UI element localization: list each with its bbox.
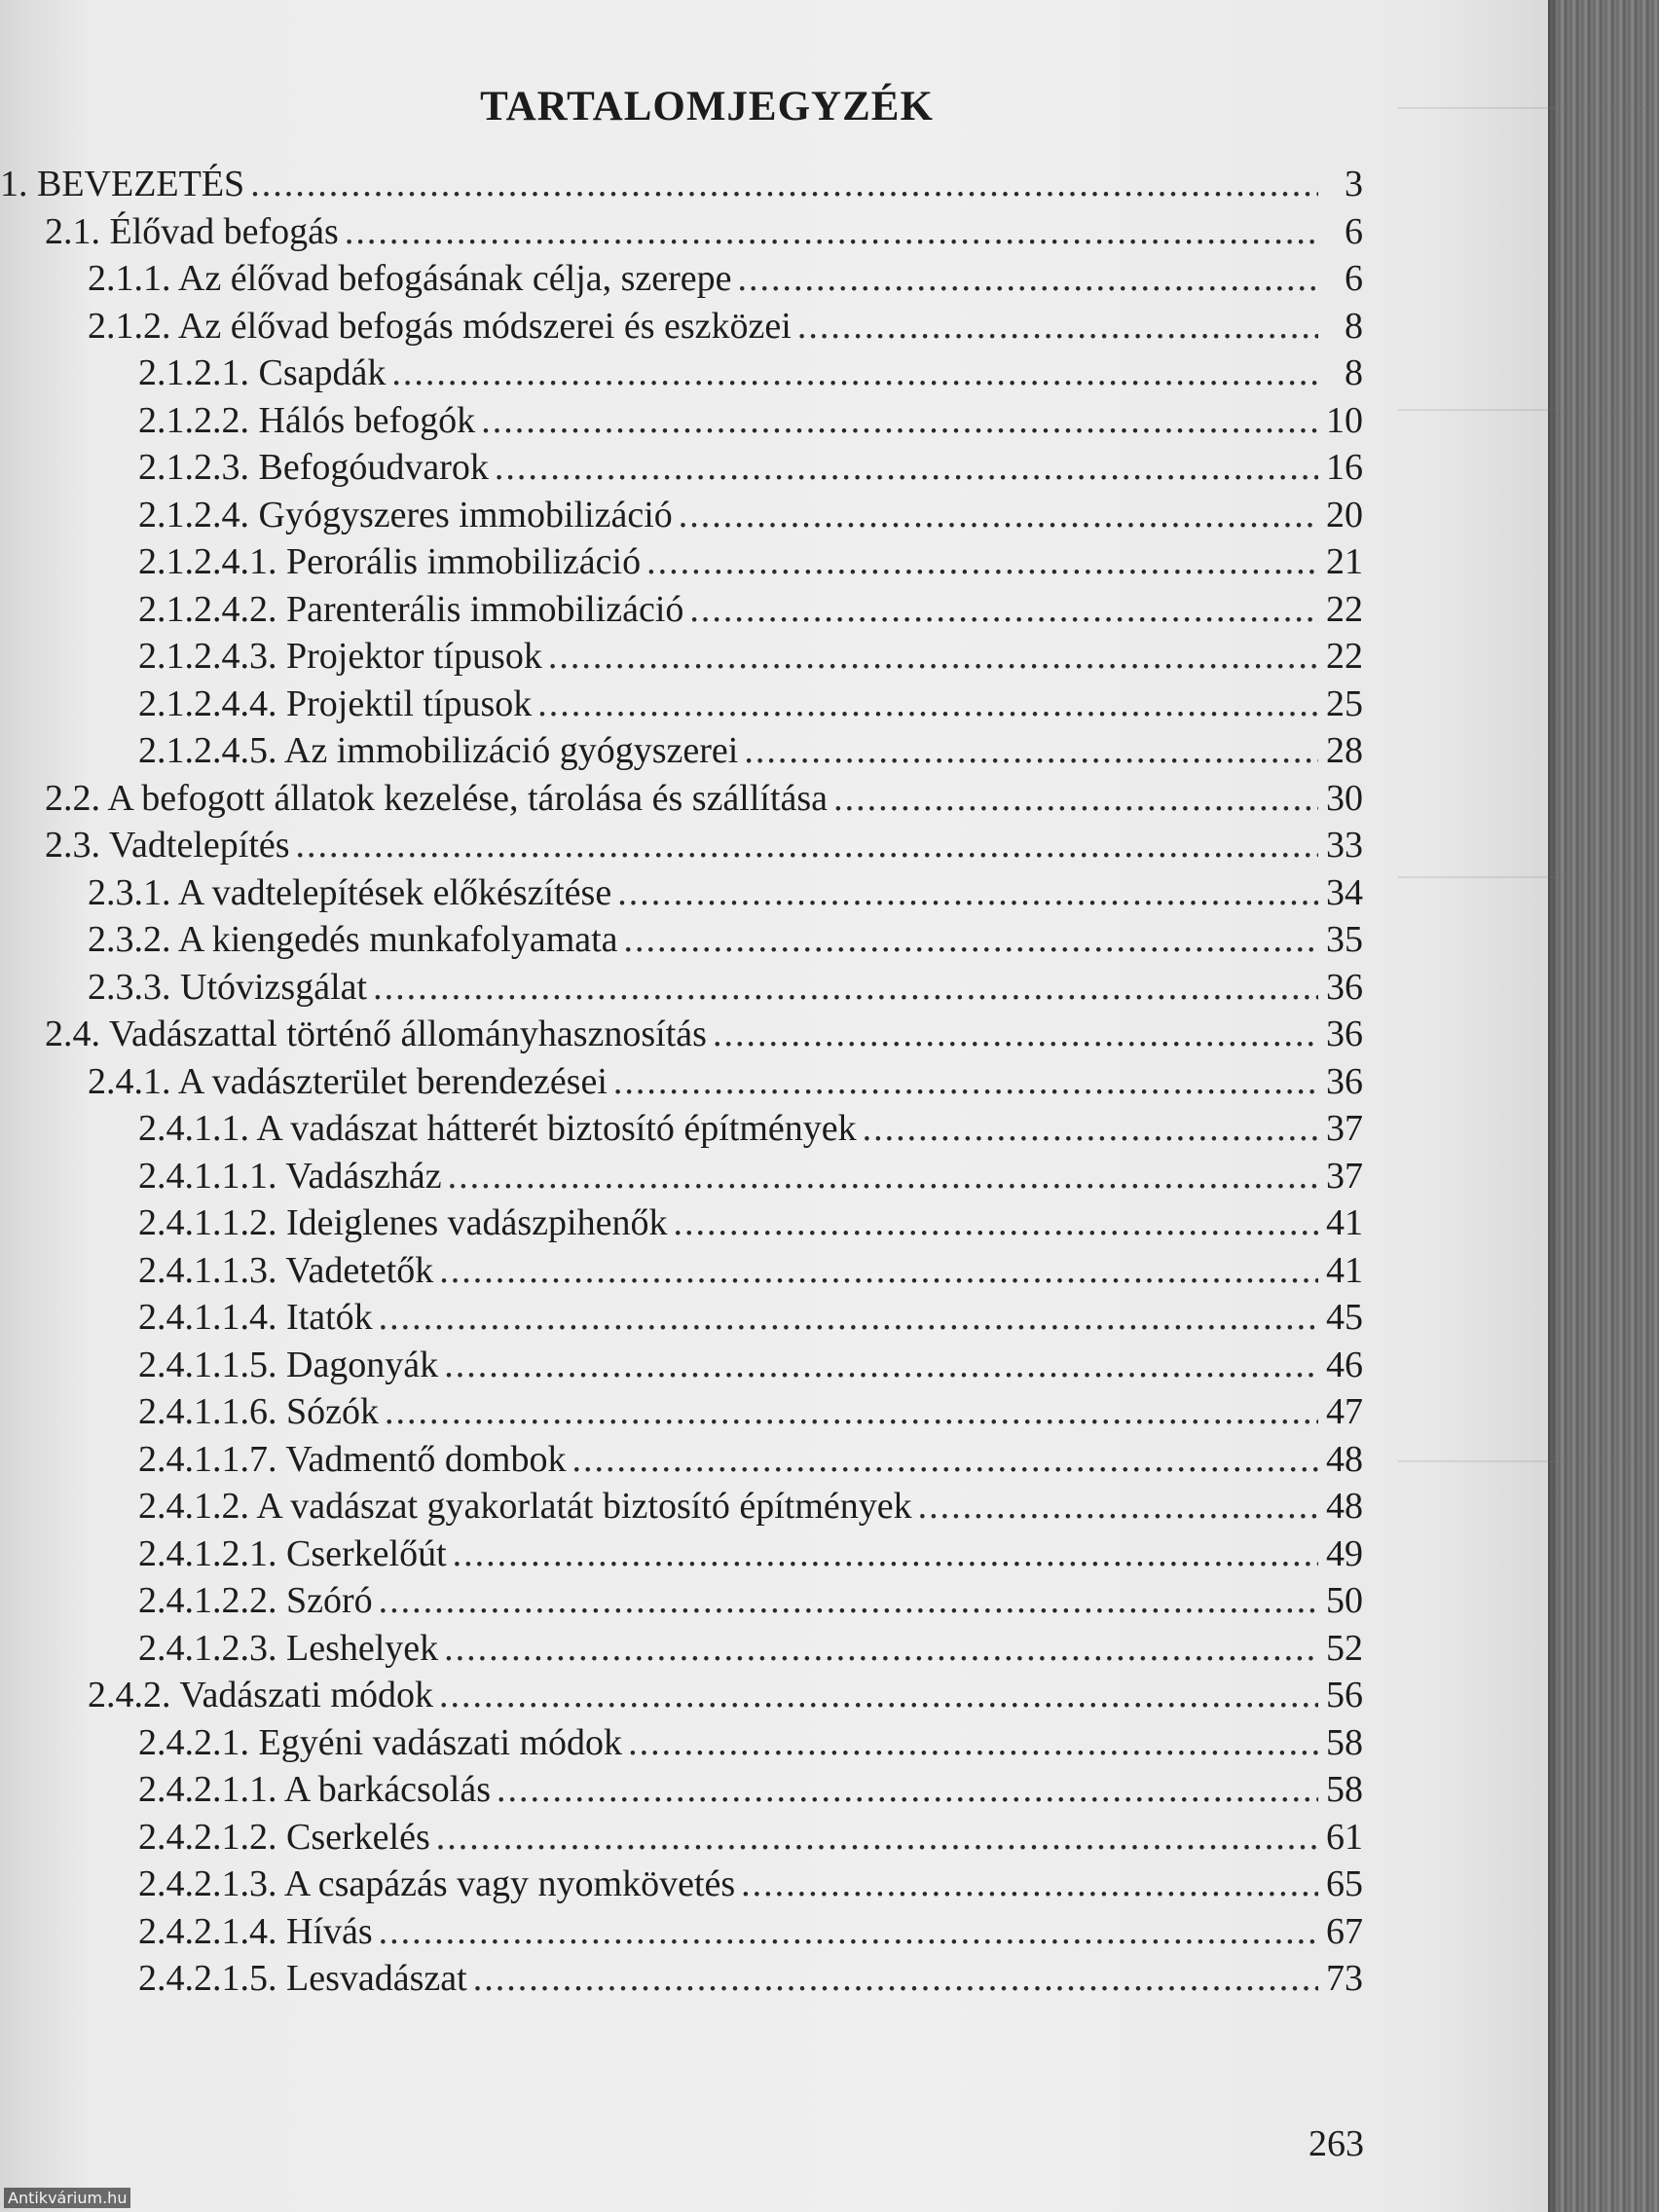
toc-entry — [0, 1294, 1363, 1342]
dot-leader — [379, 1294, 1318, 1342]
toc-entry-page: 10 — [1326, 399, 1363, 441]
toc-entry — [0, 1577, 1363, 1625]
toc-entry-page: 50 — [1326, 1580, 1363, 1621]
dot-leader — [738, 255, 1318, 303]
dot-leader — [448, 1153, 1318, 1200]
page-title: TARTALOMJEGYZÉK — [480, 84, 934, 129]
toc-entry — [0, 1814, 1363, 1862]
dot-leader — [444, 1342, 1318, 1389]
toc-entry-page: 48 — [1326, 1438, 1363, 1480]
toc-entry-page: 58 — [1326, 1721, 1363, 1763]
toc-entry — [0, 444, 1363, 492]
toc-entry-title: 2.1.2.1. Csapdák — [138, 352, 387, 393]
toc-entry-page: 41 — [1326, 1202, 1363, 1243]
dot-leader — [744, 727, 1318, 775]
toc-entry-page: 28 — [1326, 730, 1363, 771]
page-number: 263 — [1309, 2123, 1364, 2164]
toc-entry — [0, 1719, 1363, 1767]
toc-entry-title: 2.1.2.4.2. Parenterális immobilizáció — [138, 588, 684, 630]
toc-entry-page: 20 — [1326, 494, 1363, 535]
toc-entry-page: 36 — [1326, 1014, 1363, 1054]
toc-entry-title: 2.4.1.1.1. Vadászház — [138, 1155, 442, 1197]
toc-entry-page: 45 — [1326, 1297, 1363, 1338]
dot-leader — [571, 1436, 1318, 1484]
toc-entry-title: 2.4.1.2. A vadászat gyakorlatát biztosító építmények — [138, 1486, 912, 1527]
dot-leader — [345, 208, 1318, 256]
toc-entry-title: 2.4.2.1.5. Lesvadászat — [138, 1958, 467, 1999]
toc-entry — [0, 1105, 1363, 1153]
dot-leader — [713, 1011, 1318, 1058]
dot-leader — [481, 397, 1318, 445]
toc-entry-title: 2.4.1.1.6. Sózók — [138, 1391, 379, 1432]
toc-entry-page: 34 — [1326, 871, 1363, 913]
toc-entry-page: 37 — [1326, 1108, 1363, 1149]
next-page-edge — [1548, 0, 1659, 2212]
toc-entry-page: 73 — [1326, 1958, 1363, 1999]
toc-entry — [0, 1672, 1363, 1719]
toc-entry — [0, 1436, 1363, 1484]
toc-entry-page: 41 — [1326, 1249, 1363, 1291]
dot-leader — [436, 1814, 1318, 1862]
dot-leader — [379, 1908, 1318, 1956]
dot-leader — [863, 1105, 1318, 1153]
dot-leader — [373, 964, 1318, 1012]
toc-entry-page: 56 — [1326, 1675, 1363, 1715]
toc-entry-page: 37 — [1326, 1155, 1363, 1197]
toc-entry-page: 65 — [1326, 1863, 1363, 1904]
show-through-line — [1398, 1460, 1651, 1462]
toc-entry-page: 35 — [1326, 919, 1363, 960]
toc-entry — [0, 916, 1363, 964]
toc-entry — [0, 1861, 1363, 1908]
toc-entry — [0, 1955, 1363, 2003]
toc-entry — [0, 681, 1363, 728]
toc-entry — [0, 397, 1363, 445]
toc-entry-page: 22 — [1326, 588, 1363, 630]
toc-entry — [0, 1388, 1363, 1436]
toc-entry-page: 61 — [1326, 1816, 1363, 1858]
dot-leader — [617, 869, 1318, 917]
toc-entry-page: 3 — [1345, 164, 1363, 204]
toc-entry — [0, 633, 1363, 681]
toc-entry-page: 8 — [1345, 305, 1363, 347]
toc-entry-title: 2.4.1. A vadászterület berendezései — [88, 1060, 608, 1102]
toc-entry — [0, 208, 1363, 256]
toc-entry-title: 2.4.2.1.3. A csapázás vagy nyomkövetés — [138, 1863, 736, 1904]
dot-leader — [497, 1766, 1318, 1814]
toc-entry — [0, 1058, 1363, 1106]
watermark: Antikvárium.hu — [4, 2188, 130, 2208]
dot-leader — [537, 681, 1318, 728]
table-of-contents — [0, 161, 1363, 2003]
toc-entry-title: 2.1.1. Az élővad befogásának célja, szerepe — [88, 258, 732, 299]
toc-entry-title: 2.3.2. A kiengedés munkafolyamata — [88, 919, 618, 960]
toc-entry — [0, 964, 1363, 1012]
toc-entry-title: 2.4.2.1.2. Cserkelés — [138, 1816, 430, 1858]
toc-entry — [0, 538, 1363, 586]
toc-entry-page: 25 — [1326, 682, 1363, 724]
toc-entry-title: 2.4.1.1. A vadászat hátterét biztosító építmények — [138, 1108, 857, 1149]
dot-leader — [379, 1577, 1318, 1625]
toc-entry-page: 46 — [1326, 1344, 1363, 1385]
toc-entry-title: 2.4.1.1.4. Itatók — [138, 1297, 373, 1338]
toc-entry — [0, 255, 1363, 303]
toc-entry-title: 2.4.1.1.7. Vadmentő dombok — [138, 1438, 567, 1480]
dot-leader — [918, 1483, 1318, 1530]
dot-leader — [679, 492, 1318, 539]
dot-leader — [628, 1719, 1318, 1767]
toc-entry — [0, 775, 1363, 823]
toc-entry-title: 2.4.1.2.2. Szóró — [138, 1580, 373, 1621]
dot-leader — [673, 1199, 1318, 1247]
dot-leader — [548, 633, 1318, 681]
toc-entry-page: 58 — [1326, 1769, 1363, 1810]
toc-entry-title: 2.4.1.1.3. Vadetetők — [138, 1249, 434, 1291]
dot-leader — [741, 1861, 1318, 1908]
toc-entry — [0, 1530, 1363, 1578]
toc-entry — [0, 1342, 1363, 1389]
toc-entry — [0, 350, 1363, 397]
toc-entry-title: 2.1.2.4.1. Perorális immobilizáció — [138, 541, 642, 582]
dot-leader — [833, 775, 1318, 823]
toc-entry-page: 36 — [1326, 1060, 1363, 1102]
dot-leader — [495, 444, 1318, 492]
toc-entry-title: 2.4.1.1.5. Dagonyák — [138, 1344, 439, 1385]
toc-entry — [0, 161, 1363, 208]
toc-entry-page: 30 — [1326, 777, 1363, 819]
toc-entry — [0, 727, 1363, 775]
dot-leader — [453, 1530, 1318, 1578]
toc-entry-title: 2.1. Élővad befogás — [45, 210, 339, 252]
toc-entry-title: 2.4.1.1.2. Ideiglenes vadászpihenők — [138, 1202, 668, 1243]
toc-entry-page: 67 — [1326, 1910, 1363, 1952]
show-through-line — [1398, 107, 1651, 109]
toc-entry-page: 22 — [1326, 636, 1363, 677]
toc-entry-page: 47 — [1326, 1391, 1363, 1432]
toc-entry-title: 2.1.2.4.3. Projektor típusok — [138, 636, 542, 677]
toc-entry-title: 1. BEVEZETÉS — [0, 164, 245, 204]
toc-entry-title: 2.3.3. Utóvizsgálat — [88, 966, 368, 1008]
dot-leader — [439, 1672, 1318, 1719]
toc-entry-page: 49 — [1326, 1532, 1363, 1574]
toc-entry-title: 2.4.2.1.4. Hívás — [138, 1910, 373, 1952]
toc-entry-title: 2.1.2.4. Gyógyszeres immobilizáció — [138, 494, 673, 535]
toc-entry-page: 33 — [1326, 825, 1363, 866]
toc-entry-page: 52 — [1326, 1627, 1363, 1669]
toc-entry-page: 16 — [1326, 447, 1363, 488]
toc-entry-title: 2.1.2.2. Hálós befogók — [138, 399, 476, 441]
dot-leader — [296, 822, 1318, 869]
toc-entry-title: 2.4.1.2.3. Leshelyek — [138, 1627, 439, 1669]
show-through-line — [1398, 409, 1651, 411]
toc-entry-page: 48 — [1326, 1486, 1363, 1527]
dot-leader — [689, 586, 1318, 634]
toc-entry-page: 21 — [1326, 541, 1363, 582]
toc-entry-title: 2.3.1. A vadtelepítések előkészítése — [88, 871, 612, 913]
dot-leader — [797, 303, 1318, 350]
toc-entry — [0, 492, 1363, 539]
dot-leader — [391, 350, 1318, 397]
toc-entry-title: 2.4.2.1.1. A barkácsolás — [138, 1769, 492, 1810]
toc-entry — [0, 1483, 1363, 1530]
toc-entry-title: 2.3. Vadtelepítés — [45, 825, 290, 866]
dot-leader — [624, 916, 1318, 964]
toc-entry-title: 2.1.2.3. Befogóudvarok — [138, 447, 489, 488]
toc-entry-title: 2.1.2. Az élővad befogás módszerei és eszközei — [88, 305, 792, 347]
toc-entry — [0, 1625, 1363, 1673]
dot-leader — [385, 1388, 1318, 1436]
dot-leader — [439, 1247, 1318, 1295]
show-through-line — [1398, 876, 1651, 878]
toc-entry-page: 6 — [1345, 258, 1363, 299]
toc-entry — [0, 303, 1363, 350]
toc-entry — [0, 586, 1363, 634]
toc-entry — [0, 1766, 1363, 1814]
toc-entry-page: 8 — [1345, 352, 1363, 393]
toc-entry — [0, 1153, 1363, 1200]
dot-leader — [613, 1058, 1318, 1106]
toc-entry — [0, 1908, 1363, 1956]
toc-entry — [0, 822, 1363, 869]
toc-entry — [0, 1247, 1363, 1295]
dot-leader — [473, 1955, 1318, 2003]
toc-entry-title: 2.2. A befogott állatok kezelése, tárolása és szállítása — [45, 777, 829, 819]
toc-entry — [0, 869, 1363, 917]
toc-entry-title: 2.4.1.2.1. Cserkelőút — [138, 1532, 447, 1574]
toc-entry-title: 2.4. Vadászattal történő állományhasznosítás — [45, 1014, 707, 1054]
toc-entry-title: 2.4.2. Vadászati módok — [88, 1675, 433, 1715]
dot-leader — [250, 161, 1318, 208]
toc-entry-page: 36 — [1326, 966, 1363, 1008]
toc-entry — [0, 1011, 1363, 1058]
toc-entry-title: 2.1.2.4.5. Az immobilizáció gyógyszerei — [138, 730, 739, 771]
toc-entry-title: 2.4.2.1. Egyéni vadászati módok — [138, 1721, 623, 1763]
toc-entry-title: 2.1.2.4.4. Projektil típusok — [138, 682, 533, 724]
dot-leader — [646, 538, 1318, 586]
toc-entry-page: 6 — [1345, 210, 1363, 252]
dot-leader — [444, 1625, 1318, 1673]
toc-entry — [0, 1199, 1363, 1247]
